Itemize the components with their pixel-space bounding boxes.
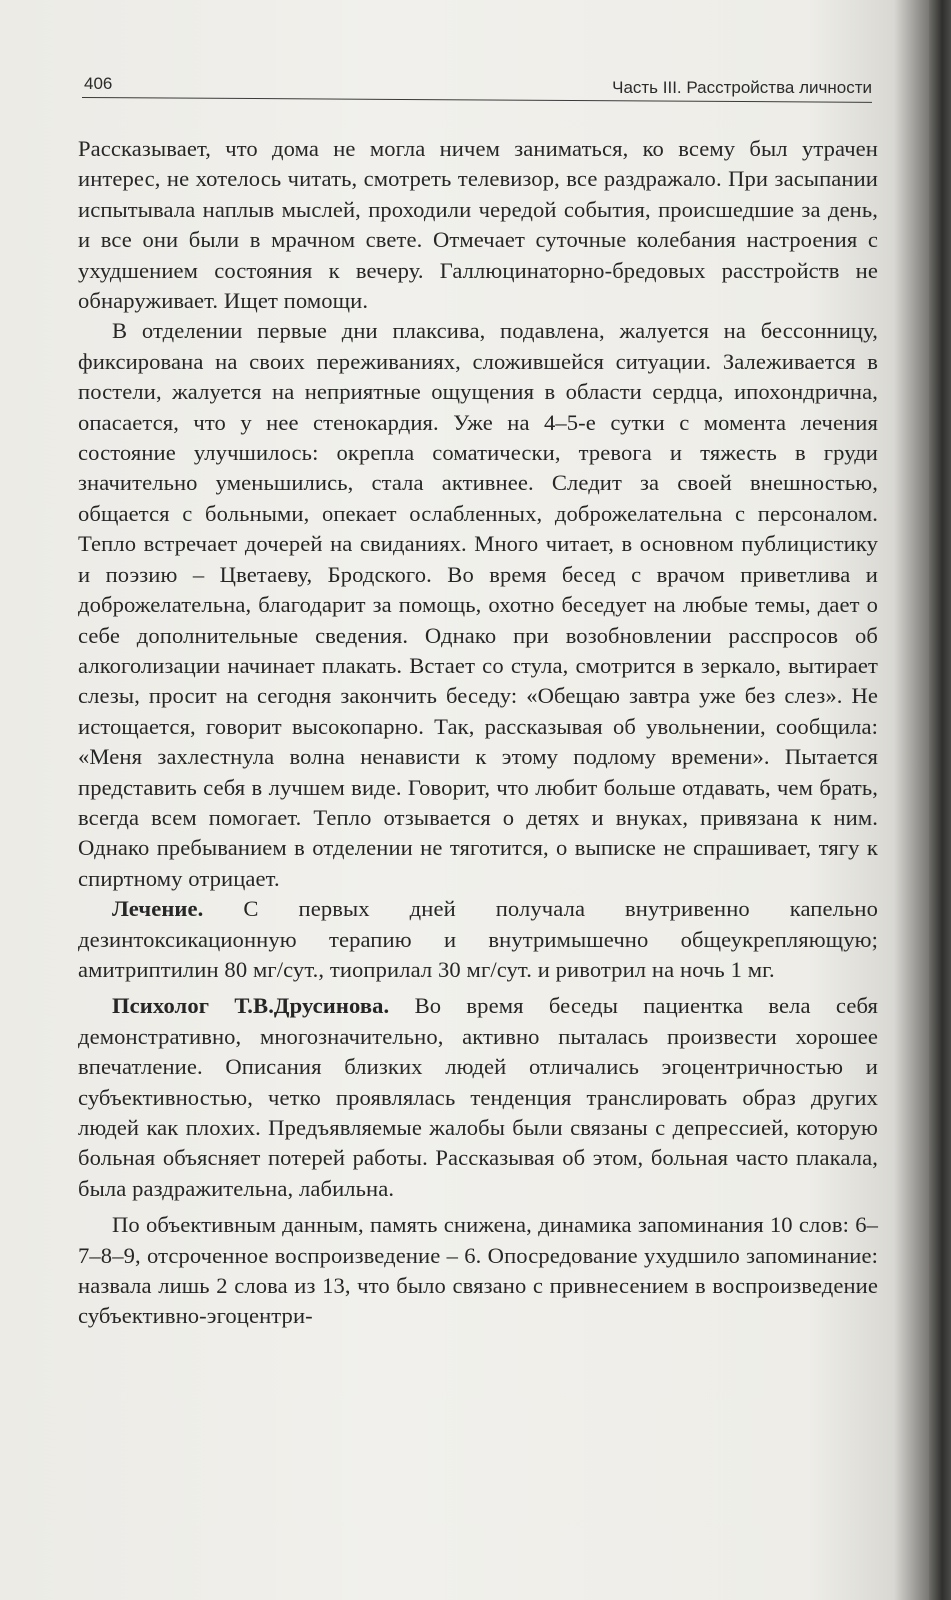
page-number: 406 [84,74,113,93]
psychologist-heading: Психолог Т.В.Друсинова. [112,993,390,1019]
paragraph-5-text: По объективным данным, память снижена, динамика запоминания 10 слов: 6–7–8–9, отсроченное воспроизведение – 6. Опосредование ухудшило запоминание: назвала лишь 2 слова из 13, что было связано с привнесением в воспроизведение субъективно-эгоцентри- [78,1212,878,1329]
paragraph-1-text: Рассказывает, что дома не могла ничем заниматься, ко всему был утрачен интерес, не хотелось читать, смотреть телевизор, все раздражало. При засыпании испытывала наплыв мыслей, проходили чередой события, происшедшие за день, и все они были в мрачном свете. Отмечает суточные колебания настроения с ухудшением состояния к вечеру. Галлюцинаторно-бредовых расстройств не обнаруживает. Ищет помощи. [78,136,878,314]
treatment-heading: Лечение. [112,896,204,922]
paragraph-2-text: В отделении первые дни плаксива, подавлена, жалуется на бессонницу, фиксирована на своих переживаниях, сложившейся ситуации. Залеживается в постели, жалуется на неприятные ощущения в области сердца, ипохондрична, опасается, что у нее стенокардия. Уже на 4–5-е сутки с момента лечения состояние улучшилось: окрепла соматически, тревога и тяжесть в груди значительно уменьшились, стала активнее. Следит за своей внешностью, общается с больными, опекает ослабленных, доброжелательна с персоналом. Тепло встречает дочерей на свиданиях. Много читает, в основном публицистику и поэзию – Цветаеву, Бродского. Во время бесед с врачом приветлива и доброжелательна, благодарит за помощь, охотно беседует на любые темы, дает о себе дополнительные сведения. Однако при возобновлении расспросов об алкоголизации начинает плакать. Встает со стула, смотрится в зеркало, вытирает слезы, просит на сегодня закончить беседу: «Обещаю завтра уже без слез». Не истощается, говорит высокопарно. Так, рассказывая об увольнении, сообщила: «Меня захлестнула волна ненависти к этому подлому времени». Пытается представить себя в лучшем виде. Говорит, что любит больше отдавать, чем брать, всегда всем помогает. Тепло отзывается о детях и внуках, привязана к ним. Однако пребыванием в отделении не тяготится, о выписке не спрашивает, тягу к спиртному отрицает. [78,318,878,891]
paragraph-treatment [78,894,878,985]
book-spine-shadow [929,0,951,1600]
paragraph-5 [78,1210,878,1332]
paragraph-psychologist [78,991,878,1204]
psychologist-text: Во время беседы пациентка вела себя демонстративно, многозначительно, активно пыталась произвести хорошее впечатление. Описания близких людей отличались эгоцентричностью и субъективностью, четко проявлялась тенденция транслировать образ других людей как плохих. Предъявляемые жалобы были связаны с депрессией, которую больная объясняет потерей работы. Рассказывая об этом, больная часто плакала, была раздражительна, лабильна. [78,993,878,1201]
running-head: Часть III. Расстройства личности [612,78,872,97]
body-text [78,134,878,1332]
paragraph-2 [78,316,878,894]
paragraph-1 [78,134,878,316]
treatment-text: С первых дней получала внутривенно капельно дезинтоксикационную терапию и внутримышечно общеукрепляющую; амитриптилин 80 мг/сут., тиоприлал 30 мг/сут. и ривотрил на ночь 1 мг. [78,896,878,982]
